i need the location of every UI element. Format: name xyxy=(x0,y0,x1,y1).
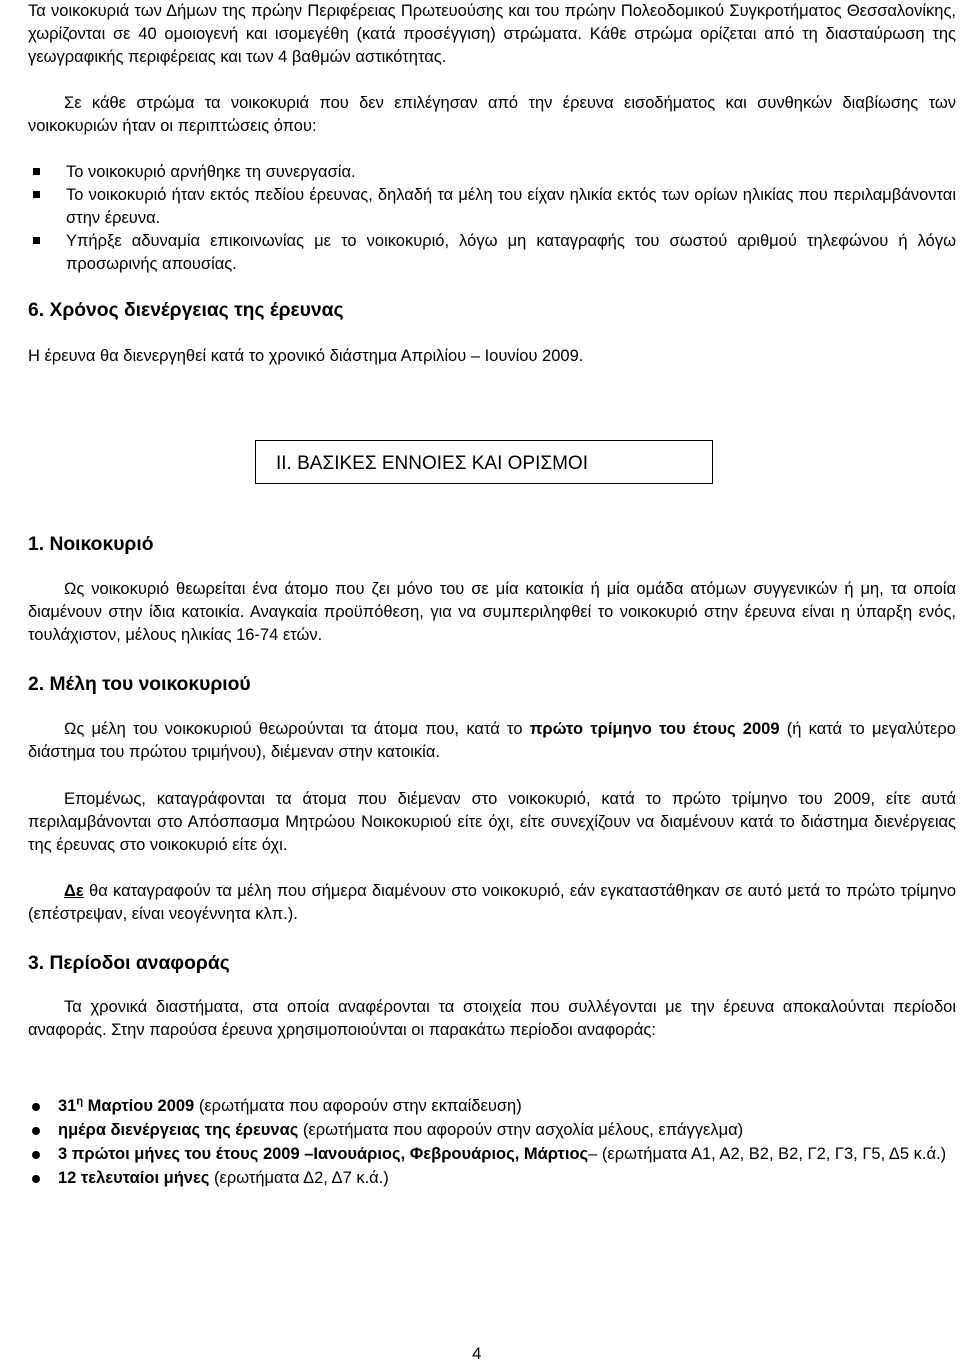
section-2-paragraph-2: Επομένως, καταγράφονται τα άτομα που διέμεναν στο νοικοκυριό, κατά το πρώτο τρίμηνο του 2009, είτε αυτά περιλαμβάνονται στο Απόσπασμα Μητρώου Νοικοκυριού είτε όχι, είτε συνεχίζουν να διαμένουν κατά το διάστημα διενέργειας της έρευνας στο νοικοκυριό είτε όχι. xyxy=(28,790,956,854)
bullet-icon xyxy=(32,1127,40,1135)
section-2-paragraph-3: Δε θα καταγραφούν τα μέλη που σήμερα διαμένουν στο νοικοκυριό, εάν εγκαταστάθηκαν σε αυτό μετά το πρώτο τρίμηνο (επέστρεψαν, είναι νεογέννητα κλπ.). xyxy=(28,882,956,923)
intro-line-2: Κάθε στρώμα ορίζεται από τη διασταύρωση της γεωγραφικής περιφέρειας και των 4 βαθμών αστικότητας. xyxy=(28,25,956,66)
chapter-title-box xyxy=(255,440,713,484)
case-list xyxy=(28,161,956,276)
section-1-text: Ως νοικοκυριό θεωρείται ένα άτομο που ζει μόνο του σε μία κατοικία ή μία ομάδα ατόμων συγγενικών ή μη, τα οποία διαμένουν στην ίδια κατοικία. Αναγκαία προϋπόθεση, για να συμπεριληφθεί το νοικοκυριό στην έρευνα είναι η ύπαρξη ενός, τουλάχιστον, μέλους ηλικίας 16-74 ετών. xyxy=(28,580,956,644)
bullet-icon xyxy=(32,1151,40,1159)
square-bullet-icon xyxy=(33,237,40,244)
list-item: ημέρα διενέργειας της έρευνας (ερωτήματα που αφορούν στην ασχολία μέλους, επάγγελμα) xyxy=(28,1119,956,1142)
reference-period-list xyxy=(28,1095,956,1190)
bullet-icon xyxy=(32,1103,40,1111)
list-item: 3 πρώτοι μήνες του έτους 2009 –Ιανουάριος, Φεβρουάριος, Μάρτιος– (ερωτήματα Α1, Α2, Β2, Β2, Γ2, Γ3, Γ5, Δ5 κ.ά.) xyxy=(28,1143,956,1166)
list-item: 12 τελευταίοι μήνες (ερωτήματα Δ2, Δ7 κ.ά.) xyxy=(28,1167,956,1190)
section-2-paragraph-1: Ως μέλη του νοικοκυριού θεωρούνται τα άτομα που, κατά το πρώτο τρίμηνο του έτους 2009 (ή κατά το μεγαλύτερο διάστημα του πρώτου τριμήνου), διέμεναν στην κατοικία. xyxy=(28,720,956,761)
chapter-title: ΙΙ. ΒΑΣΙΚΕΣ ΕΝΝΟΙΕΣ ΚΑΙ ΟΡΙΣΜΟΙ xyxy=(276,453,588,474)
square-bullet-icon xyxy=(33,168,40,175)
bullet-icon xyxy=(32,1175,40,1183)
page-number: 4 xyxy=(472,1344,482,1363)
section-2-heading: 2. Μέλη του νοικοκυριού xyxy=(28,674,251,695)
list-item: $31^\eta$ Μαρτίου 2009 (ερωτήματα που αφορούν στην εκπαίδευση) xyxy=(28,1095,956,1118)
section-1-heading: 1. Νοικοκυριό xyxy=(28,534,154,555)
section-6-text: Η έρευνα θα διενεργηθεί κατά το χρονικό διάστημα Απριλίου – Ιουνίου 2009. xyxy=(28,347,584,365)
list-item: Το νοικοκυριό αρνήθηκε τη συνεργασία. xyxy=(28,161,956,184)
square-bullet-icon xyxy=(33,191,40,198)
list-item: Το νοικοκυριό ήταν εκτός πεδίου έρευνας, δηλαδή τα μέλη του είχαν ηλικία εκτός των ορίων ηλικίας που περιλαμβάνονται στην έρευνα. xyxy=(28,184,956,230)
section-3-text: Τα χρονικά διαστήματα, στα οποία αναφέρονται τα στοιχεία που συλλέγονται με την έρευνα αποκαλούνται περίοδοι αναφοράς. Στην παρούσα έρευνα χρησιμοποιούνται οι παρακάτω περίοδοι αναφοράς: xyxy=(28,998,956,1039)
section-6-heading: 6. Χρόνος διενέργειας της έρευνας xyxy=(28,300,344,321)
list-item: Υπήρξε αδυναμία επικοινωνίας με το νοικοκυριό, λόγω μη καταγραφής του σωστού αριθμού τηλεφώνου ή λόγω προσωρινής απουσίας. xyxy=(28,230,956,276)
strata-intro: Σε κάθε στρώμα τα νοικοκυριά που δεν επιλέγησαν από την έρευνα εισοδήματος και συνθηκών διαβίωσης των νοικοκυριών ήταν οι περιπτώσεις όπου: xyxy=(28,94,956,135)
intro-line-1: Τα νοικοκυριά των Δήμων της πρώην Περιφέρειας Πρωτευούσης και του πρώην Πολεοδομικού Συγκροτήματος Θεσσαλονίκης, χωρίζονται σε 40 ομοιογενή και ισομεγέθη (κατά προσέγγιση) στρώματα. xyxy=(28,2,956,43)
section-3-heading: 3. Περίοδοι αναφοράς xyxy=(28,953,230,974)
intro-paragraph xyxy=(28,0,956,69)
